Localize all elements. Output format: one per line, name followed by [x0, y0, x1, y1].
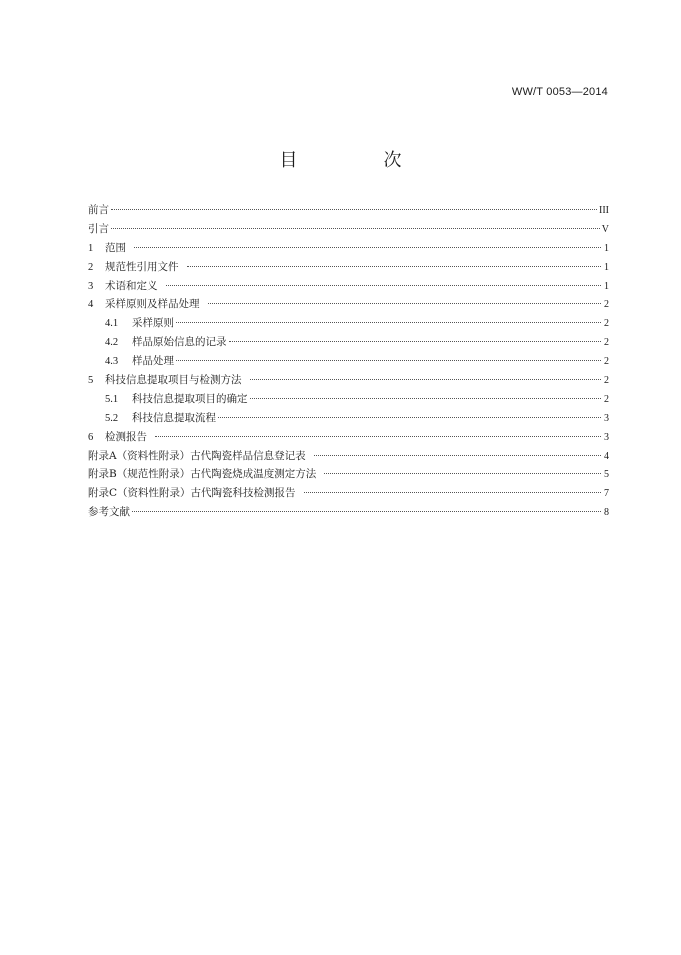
toc-entry-label: 科技信息提取流程 — [132, 411, 216, 424]
toc-entry-page: 7 — [604, 488, 609, 500]
toc-entry-4-1[interactable] — [88, 314, 609, 333]
toc-entry-1[interactable] — [88, 239, 609, 258]
toc-entry-number: 6 — [88, 431, 94, 443]
toc-entry-number: 5.1 — [105, 393, 119, 405]
dot-leader — [166, 285, 602, 286]
dot-leader — [218, 417, 601, 418]
toc-entry-appendix-c[interactable] — [88, 484, 609, 503]
toc-entry-references[interactable] — [88, 503, 609, 522]
dot-leader — [187, 266, 602, 267]
toc-entry-label: 样品处理 — [132, 355, 174, 368]
toc-entry-label: 采样原则 — [132, 317, 174, 330]
toc-entry-page: 2 — [604, 318, 609, 330]
toc-entry-page: V — [601, 223, 609, 235]
toc-entry-page: 4 — [604, 450, 609, 462]
toc-entry-label: 术语和定义 — [105, 279, 158, 292]
toc-entry-label: 样品原始信息的记录 — [132, 336, 227, 349]
toc-entry-foreword[interactable] — [88, 201, 609, 220]
toc-entry-label: 检测报告 — [105, 430, 147, 443]
toc-entry-label: 参考文献 — [88, 506, 130, 519]
toc-entry-page: 2 — [604, 299, 609, 311]
toc-entry-6[interactable] — [88, 428, 609, 447]
toc-entry-4-2[interactable] — [88, 333, 609, 352]
toc-entry-number: 2 — [88, 261, 94, 273]
toc-entry-appendix-a[interactable] — [88, 447, 609, 466]
toc-entry-label: 附录C（资料性附录）古代陶瓷科技检测报告 — [88, 487, 296, 500]
dot-leader — [111, 228, 600, 229]
dot-leader — [155, 436, 601, 437]
dot-leader — [304, 492, 601, 493]
toc-entry-5-2[interactable] — [88, 409, 609, 428]
toc-entry-page: 8 — [604, 507, 609, 519]
dot-leader — [134, 247, 601, 248]
toc-entry-number: 4.3 — [105, 356, 119, 368]
toc-entry-page: 2 — [604, 375, 609, 387]
toc-entry-page: 3 — [604, 412, 609, 424]
toc-entry-label: 科技信息提取项目的确定 — [132, 392, 248, 405]
toc-entry-page: 1 — [604, 242, 609, 254]
toc-entry-label: 科技信息提取项目与检测方法 — [105, 374, 242, 387]
toc-entry-page: 2 — [604, 337, 609, 349]
toc-entry-appendix-b[interactable] — [88, 465, 609, 484]
dot-leader — [250, 398, 602, 399]
toc-entry-label: 采样原则及样品处理 — [105, 298, 200, 311]
toc-entry-label: 前言 — [88, 204, 109, 216]
toc-entry-label: 范围 — [105, 241, 126, 254]
toc-entry-number: 3 — [88, 280, 94, 292]
toc-entry-5[interactable] — [88, 371, 609, 390]
toc-entry-4[interactable] — [88, 295, 609, 314]
dot-leader — [324, 473, 601, 474]
toc-entry-number: 4 — [88, 299, 94, 311]
toc-entry-number: 5.2 — [105, 412, 119, 424]
toc-entry-page: 2 — [604, 393, 609, 405]
toc-entry-number: 5 — [88, 375, 94, 387]
toc-entry-3[interactable] — [88, 277, 609, 296]
dot-leader — [229, 341, 602, 342]
dot-leader — [176, 360, 601, 361]
dot-leader — [314, 455, 601, 456]
toc-entry-label: 附录B（规范性附录）古代陶瓷烧成温度测定方法 — [88, 468, 317, 481]
dot-leader — [132, 511, 601, 512]
toc-entry-label: 规范性引用文件 — [105, 260, 179, 273]
dot-leader — [176, 322, 601, 323]
table-of-contents — [88, 201, 609, 522]
dot-leader — [208, 303, 602, 304]
toc-entry-page: 3 — [604, 431, 609, 443]
toc-entry-4-3[interactable] — [88, 352, 609, 371]
toc-entry-label: 附录A（资料性附录）古代陶瓷样品信息登记表 — [88, 449, 306, 462]
toc-entry-page: 1 — [604, 261, 609, 273]
toc-title: 目 次 — [279, 150, 436, 171]
document-code: WW/T 0053—2014 — [511, 86, 608, 98]
toc-entry-page: 5 — [604, 469, 609, 481]
toc-entry-page: 2 — [604, 356, 609, 368]
toc-entry-number: 4.2 — [105, 337, 119, 349]
toc-entry-2[interactable] — [88, 258, 609, 277]
dot-leader — [250, 379, 602, 380]
toc-entry-number: 4.1 — [105, 318, 119, 330]
toc-entry-5-1[interactable] — [88, 390, 609, 409]
toc-entry-label: 引言 — [88, 222, 109, 235]
toc-entry-page: 1 — [604, 280, 609, 292]
toc-entry-number: 1 — [88, 242, 94, 254]
dot-leader — [111, 209, 597, 210]
toc-entry-page: III — [599, 205, 609, 216]
toc-entry-introduction[interactable] — [88, 220, 609, 239]
